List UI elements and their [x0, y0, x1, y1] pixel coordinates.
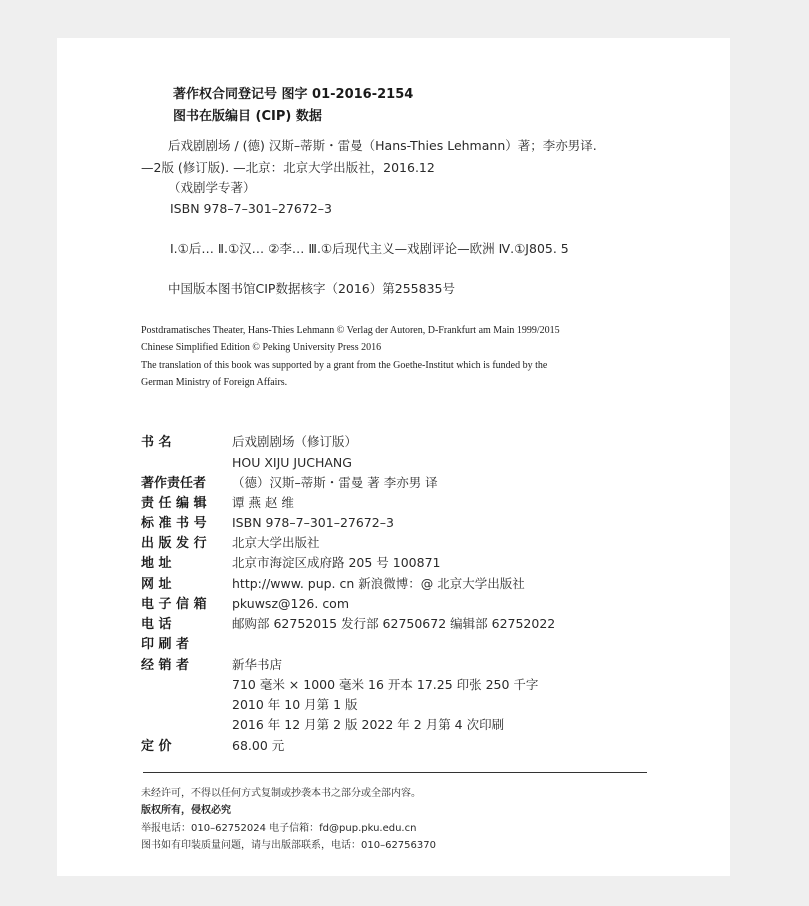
phone-value: 邮购部 62752015 发行部 62750672 编辑部 62752022: [232, 616, 556, 631]
publisher-value: 北京大学出版社: [232, 535, 320, 550]
title-value: 后戏剧剧场（修订版）: [232, 434, 358, 449]
editor-value: 谭 燕 赵 维: [232, 495, 294, 510]
second-edition-printing: 2016 年 12 月第 2 版 2022 年 2 月第 4 次印刷: [232, 717, 505, 732]
author-label: 著作责任者: [141, 476, 207, 491]
quality-contact: 图书如有印装质量问题，请与出版部联系，电话：010–62756370: [141, 840, 436, 851]
divider-rule: [143, 772, 647, 773]
copyright-line-original: Postdramatisches Theater, Hans-Thies Lehmann © Verlag der Autoren, D-Frankfurt am Main 1999/2015: [141, 325, 560, 336]
cip-heading: 图书在版编目 (CIP) 数据: [173, 109, 322, 124]
dealer-label: 经 销 者: [141, 658, 190, 673]
report-contact: 举报电话：010–62752024 电子信箱：fd@pup.pku.edu.cn: [141, 823, 417, 834]
website-label: 网 址: [141, 577, 172, 592]
contract-registration-number: 著作权合同登记号 图字 01-2016-2154: [173, 87, 414, 102]
email-label: 电 子 信 箱: [141, 597, 207, 612]
copyright-line-chinese-edition: Chinese Simplified Edition © Peking University Press 2016: [141, 342, 382, 353]
phone-label: 电 话: [141, 617, 172, 632]
isbn-value: ISBN 978–7–301–27672–3: [232, 515, 394, 530]
translation-grant-line: The translation of this book was supported by a grant from the Goethe-Institut which is funded by the: [141, 360, 548, 371]
title-pinyin: HOU XIJU JUCHANG: [232, 455, 352, 470]
isbn-label: 标 准 书 号: [141, 516, 207, 531]
dealer-value: 新华书店: [232, 657, 283, 672]
author-value: （德）汉斯–蒂斯・雷曼 著 李亦男 译: [232, 475, 438, 490]
cip-isbn: ISBN 978–7–301–27672–3: [170, 201, 332, 216]
price-value: 68.00 元: [232, 738, 285, 753]
rights-reserved-notice: 版权所有，侵权必究: [141, 805, 231, 816]
website-value: http://www. pup. cn 新浪微博：@ 北京大学出版社: [232, 576, 525, 591]
cip-core-number: 中国版本图书馆CIP数据核字（2016）第255835号: [168, 281, 455, 296]
email-value: pkuwsz@126. com: [232, 596, 350, 611]
reproduction-notice: 未经许可，不得以任何方式复制或抄袭本书之部分或全部内容。: [141, 788, 421, 799]
first-edition: 2010 年 10 月第 1 版: [232, 697, 358, 712]
address-label: 地 址: [141, 556, 172, 571]
publisher-label: 出 版 发 行: [141, 536, 207, 551]
cip-title-line: 后戏剧剧场 / (德) 汉斯–蒂斯・雷曼（Hans-Thies Lehmann）著；李亦男译.: [168, 138, 597, 153]
translation-grant-line-2: German Ministry of Foreign Affairs.: [141, 377, 288, 388]
cip-series-line: （戏剧学专著）: [168, 180, 256, 195]
price-label: 定 价: [141, 739, 172, 754]
printer-label: 印 刷 者: [141, 637, 190, 652]
editor-label: 责 任 编 辑: [141, 496, 207, 511]
title-label: 书 名: [141, 435, 172, 450]
format-spec: 710 毫米 × 1000 毫米 16 开本 17.25 印张 250 千字: [232, 677, 539, 692]
address-value: 北京市海淀区成府路 205 号 100871: [232, 555, 441, 570]
cip-classification: Ⅰ.①后… Ⅱ.①汉… ②李… Ⅲ.①后现代主义—戏剧评论—欧洲 Ⅳ.①J805. 5: [170, 241, 569, 256]
cip-edition-line: —2版 (修订版). —北京：北京大学出版社，2016.12: [141, 160, 435, 175]
